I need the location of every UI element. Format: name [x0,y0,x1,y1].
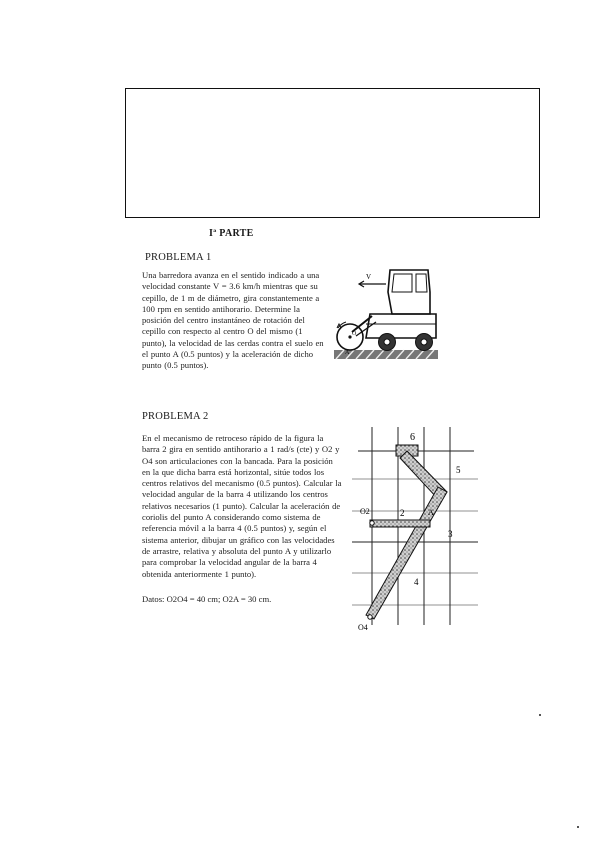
header-box [125,88,540,218]
pivot-o4-label: O4 [358,623,368,632]
problem2-data: Datos: O2O4 = 40 cm; O2A = 30 cm. [142,594,272,604]
link6-label: 6 [410,432,415,443]
point-a-label: A [428,508,434,517]
link3-label: 3 [448,529,453,539]
scan-speck [539,714,541,716]
pivot-o4-joint [368,615,372,619]
scan-speck [577,826,579,828]
problem1-heading: PROBLEMA 1 [145,252,212,263]
pivot-o2-label: O2 [360,507,370,516]
problem2-text: En el mecanismo de retroceso rápido de la figura la barra 2 gira en sentido antihorario a 1 rad/s (cte) y O2 y O4 son articulaciones con la bancada. Para la posición en la que dicha barra está horizontal, sitúe todos los centros relativos del mecanismo (0.5 puntos). Calcular la velocidad angular de la barra 4 utilizando los centros relativos necesarios (1 punto). Calcular la aceleración de coriolis del punto A considerando como sistema de referencia móvil a la barra 4 (0.5 puntos) y, según el sistema anterior, dibujar un gráfico con las velocidades de arrastre, relativa y absoluta del punto A y utilizarlo para comprobar la velocidad angular de la barra 4 obtenida anteriormente 1 punto). [142,433,342,579]
velocity-label: V [366,273,372,281]
sweeper-figure [332,262,442,364]
link2-label: 2 [400,508,405,518]
velocity-arrow [359,281,386,287]
ground-hatch [334,350,438,359]
link4-bar [366,487,447,619]
link4-label: 4 [414,577,419,587]
problem1-text: Una barredora avanza en el sentido indicado a una velocidad constante V = 3.6 km/h mientras que su cepillo, de 1 m de diámetro, gira constantemente a 100 rpm en sentido antihorario. Determine la posición del centro instantáneo de rotación del cepillo con respecto al centro O del mismo (1 punto), la velocidad de las cerdas contra el suelo en el punto A (0.5 puntos) y la aceleración de dicho punto (0.5 puntos). [142,270,324,371]
sweeper-body [352,270,436,338]
pivot-o2-joint [370,521,374,525]
part-title: Iª PARTE [209,228,254,239]
link2-bar [370,520,430,527]
point-a-label: A [345,350,350,356]
mechanism-figure [352,425,482,635]
brush-center-label: O [352,331,357,337]
link5-label: 5 [456,465,461,475]
wheels [379,334,433,351]
problem2-heading: PROBLEMA 2 [142,411,209,422]
